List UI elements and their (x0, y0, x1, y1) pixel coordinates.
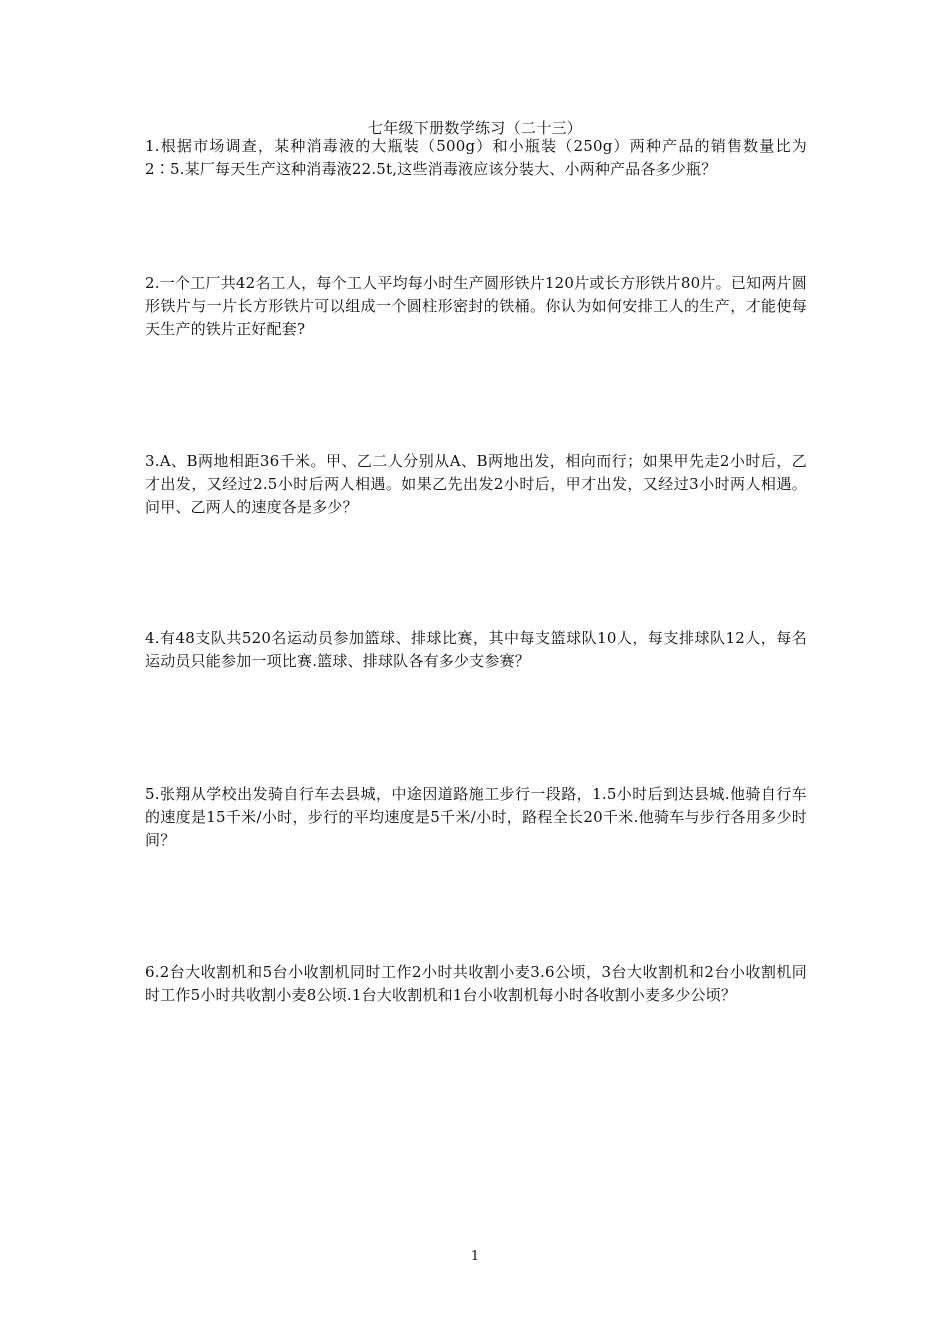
question-4: 4.有48支队共520名运动员参加篮球、排球比赛，其中每支篮球队10人，每支排球队12人，每名运动员只能参加一项比赛.篮球、排球队各有多少支参赛？ (145, 629, 807, 670)
page-title: 七年级下册数学练习（二十三） (367, 119, 583, 137)
question-5: 5.张翔从学校出发骑自行车去县城，中途因道路施工步行一段路，1.5小时后到达县城.他骑自行车的速度是15千米/小时，步行的平均速度是5千米/小时，路程全长20千米.他骑车与步行各用多少时间？ (145, 785, 807, 849)
question-2: 2.一个工厂共42名工人，每个工人平均每小时生产圆形铁片120片或长方形铁片80片。已知两片圆形铁片与一片长方形铁片可以组成一个圆柱形密封的铁桶。你认为如何安排工人的生产，才能使每天生产的铁片正好配套? (145, 274, 807, 338)
question-6: 6.2台大收割机和5台小收割机同时工作2小时共收割小麦3.6公顷，3台大收割机和2台小收割机同时工作5小时共收割小麦8公顷.1台大收割机和1台小收割机每小时各收割小麦多少公顷？ (145, 963, 807, 1004)
page-number: 1 (470, 1249, 480, 1264)
question-3: 3.A、B两地相距36千米。甲、乙二人分别从A、B两地出发，相向而行；如果甲先走2小时后，乙才出发，又经过2.5小时后两人相遇。如果乙先出发2小时后，甲才出发，又经过3小时两人相遇。问甲、乙两人的速度各是多少？ (145, 452, 807, 516)
question-1: 1.根据市场调查，某种消毒液的大瓶装（500g）和小瓶装（250g）两种产品的销售数量比为2∶5.某厂每天生产这种消毒液22.5t,这些消毒液应该分装大、小两种产品各多少瓶？ (145, 137, 807, 178)
